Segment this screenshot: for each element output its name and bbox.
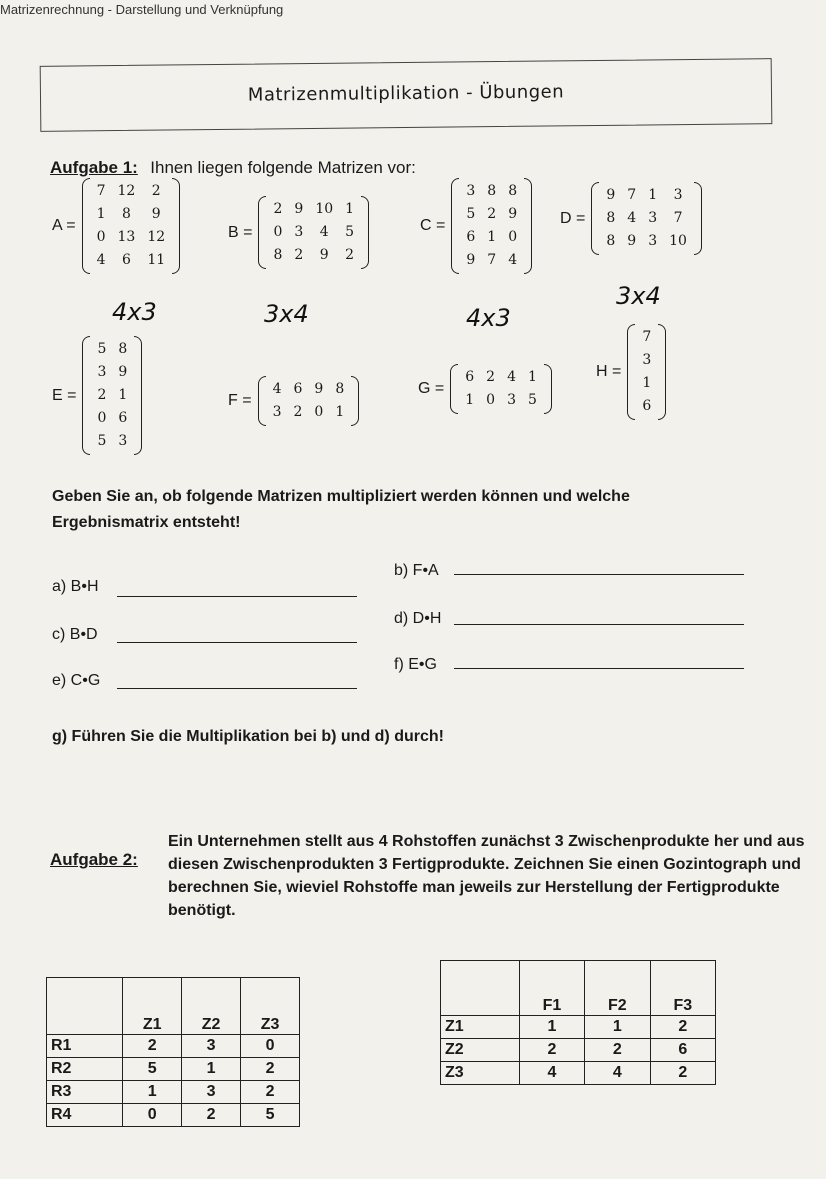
- matrix-cell: 1: [118, 387, 128, 403]
- matrix-cell: 0: [314, 404, 324, 420]
- matrix-cell: 9: [606, 187, 616, 203]
- matrix-cell: 2: [151, 183, 161, 199]
- matrix-cell: 3: [118, 433, 128, 449]
- matrix-cell: 9: [627, 233, 637, 249]
- matrix-h-name: H =: [596, 363, 622, 380]
- matrix-row: [636, 372, 657, 395]
- matrix-cell: 3: [648, 210, 658, 226]
- matrix-row: [267, 244, 360, 267]
- table-cell: 2: [182, 1104, 241, 1127]
- table-cell: 1: [519, 1016, 584, 1039]
- table-row: [441, 1016, 716, 1039]
- matrix-cell: 9: [508, 206, 518, 222]
- matrix-cell: 7: [96, 183, 106, 199]
- table-rohstoff-zwischenprodukt: [46, 977, 300, 1127]
- matrix-cell: 5: [97, 433, 107, 449]
- task2-text: Ein Unternehmen stellt aus 4 Rohstoffen zunächst 3 Zwischenprodukte her und aus diesen Zwischenprodukten 3 Fertigprodukte. Zeichnen Sie einen Gozintograph und berechnen Sie, wieviel Rohstoffe man jeweils zur Herstellung der Fertigprodukte benötigt.: [168, 833, 805, 919]
- matrix-h-table: [636, 326, 657, 418]
- matrix-a-table: [91, 180, 172, 272]
- matrix-cell: 9: [151, 206, 161, 222]
- table-cell: 5: [123, 1058, 182, 1081]
- table-zwischenprodukt-fertigprodukt: [440, 960, 716, 1085]
- question-c: c) B•D: [52, 626, 98, 643]
- matrix-h: [596, 324, 666, 420]
- table-row: [47, 1081, 300, 1104]
- table-cell: 1: [585, 1016, 650, 1039]
- question-f: f) E•G: [394, 656, 437, 673]
- question-b: b) F•A: [394, 562, 439, 579]
- matrix-row: [91, 180, 172, 203]
- matrix-cell: 7: [627, 187, 637, 203]
- matrix-row: [600, 207, 693, 230]
- page-title: Matrizenmultiplikation - Übungen: [247, 81, 565, 106]
- matrix-cell: 11: [147, 252, 166, 268]
- matrix-cell: 7: [487, 252, 497, 268]
- matrix-cell: 12: [117, 183, 136, 199]
- matrix-cell: 0: [273, 224, 283, 240]
- matrix-row: [460, 203, 523, 226]
- matrix-cell: 3: [294, 224, 304, 240]
- answer-line-e[interactable]: [117, 688, 357, 689]
- matrix-row: [91, 338, 133, 361]
- matrix-cell: 2: [486, 369, 496, 385]
- matrix-cell: 9: [319, 247, 329, 263]
- matrix-f-name: F =: [228, 392, 252, 409]
- table-corner-cell: [47, 978, 123, 1035]
- matrix-cell: 1: [465, 392, 475, 408]
- matrix-cell: 5: [97, 341, 107, 357]
- matrix-cell: 8: [508, 183, 518, 199]
- matrix-row: [600, 230, 693, 253]
- matrix-row: [636, 395, 657, 418]
- matrix-a: [52, 178, 180, 274]
- matrix-cell: 6: [642, 398, 652, 414]
- matrix-c: [420, 178, 532, 274]
- table-row-header: R2: [47, 1058, 123, 1081]
- question-e: e) C•G: [52, 672, 101, 689]
- matrix-row: [460, 226, 523, 249]
- question-g: g) Führen Sie die Multiplikation bei b) und d) durch!: [52, 728, 444, 745]
- matrix-c-name: C =: [420, 217, 446, 234]
- matrix-cell: 8: [606, 233, 616, 249]
- matrix-cell: 6: [466, 229, 476, 245]
- matrix-cell: 9: [118, 364, 128, 380]
- matrix-cell: 4: [507, 369, 516, 385]
- matrix-cell: 1: [642, 375, 652, 391]
- matrix-cell: 7: [642, 329, 652, 345]
- title-box: [40, 58, 773, 132]
- table-cell: 1: [182, 1058, 241, 1081]
- table-column-header: Z2: [182, 978, 241, 1035]
- matrix-d: [560, 182, 702, 255]
- matrix-a-name: A =: [52, 217, 76, 234]
- task1-intro: Ihnen liegen folgende Matrizen vor:: [150, 158, 416, 177]
- matrix-cell: 1: [648, 187, 658, 203]
- matrix-cell: 9: [314, 381, 324, 397]
- handwritten-note-a: 4x3: [112, 298, 157, 326]
- table-row-header: R3: [47, 1081, 123, 1104]
- table-cell: 2: [650, 1062, 715, 1085]
- table-cell: 2: [585, 1039, 650, 1062]
- matrix-f: [228, 376, 359, 426]
- matrix-cell: 1: [487, 229, 497, 245]
- matrix-cell: 2: [345, 247, 355, 263]
- matrix-cell: 8: [487, 183, 497, 199]
- matrix-cell: 3: [97, 364, 107, 380]
- matrix-e-table: [91, 338, 133, 453]
- matrix-cell: 3: [648, 233, 658, 249]
- matrix-row: [267, 401, 351, 424]
- matrix-cell: 1: [335, 404, 345, 420]
- matrix-cell: 8: [335, 381, 345, 397]
- matrix-cell: 3: [272, 404, 282, 420]
- task1-heading: [50, 158, 416, 178]
- matrix-row: [91, 361, 133, 384]
- matrix-row: [459, 366, 543, 389]
- table-cell: 6: [650, 1039, 715, 1062]
- matrix-cell: 2: [97, 387, 107, 403]
- table-row-header: Z1: [441, 1016, 520, 1039]
- matrix-row: [267, 378, 351, 401]
- matrix-b-table: [267, 198, 360, 267]
- matrix-cell: 12: [147, 229, 166, 245]
- matrix-cell: 0: [486, 392, 496, 408]
- matrix-cell: 4: [272, 381, 282, 397]
- table-cell: 2: [519, 1039, 584, 1062]
- matrix-cell: 3: [507, 392, 516, 408]
- matrix-e-name: E =: [52, 386, 77, 404]
- matrix-cell: 1: [96, 206, 106, 222]
- matrix-c-table: [460, 180, 523, 272]
- matrix-row: [91, 226, 172, 249]
- table-column-header: F3: [650, 961, 715, 1016]
- matrix-row: [636, 326, 657, 349]
- matrix-cell: 8: [121, 206, 131, 222]
- matrix-cell: 10: [669, 233, 687, 249]
- matrix-row: [267, 221, 360, 244]
- matrix-cell: 2: [487, 206, 497, 222]
- matrix-cell: 8: [606, 210, 616, 226]
- page-header: Matrizenrechnung - Darstellung und Verknüpfung: [0, 2, 284, 17]
- table-row-header: Z2: [441, 1039, 520, 1062]
- matrix-cell: 2: [293, 404, 303, 420]
- matrix-cell: 4: [96, 252, 106, 268]
- table-cell: 1: [123, 1081, 182, 1104]
- table-cell: 0: [241, 1035, 300, 1058]
- matrix-row: [460, 180, 523, 203]
- matrix-cell: 6: [293, 381, 303, 397]
- table-header-row: [47, 978, 300, 1035]
- matrix-cell: 7: [673, 210, 683, 226]
- table-header-row: [441, 961, 716, 1016]
- matrix-row: [91, 430, 133, 453]
- matrix-row: [91, 407, 133, 430]
- matrix-cell: 0: [508, 229, 518, 245]
- matrix-cell: 8: [118, 341, 128, 357]
- matrix-b-name: B =: [228, 223, 253, 241]
- matrix-cell: 6: [118, 410, 128, 426]
- table-cell: 0: [123, 1104, 182, 1127]
- handwritten-note-c: 4x3: [466, 304, 511, 332]
- matrix-row: [267, 198, 360, 221]
- matrix-cell: 5: [345, 224, 355, 240]
- answer-line-c[interactable]: [117, 642, 357, 643]
- matrix-cell: 4: [627, 210, 637, 226]
- task2-heading: [50, 850, 138, 870]
- table-column-header: Z1: [123, 978, 182, 1035]
- matrix-cell: 1: [528, 369, 537, 385]
- table-row: [47, 1058, 300, 1081]
- table-row-header: Z3: [441, 1062, 520, 1085]
- table-corner-cell: [441, 961, 520, 1016]
- table-row-header: R4: [47, 1104, 123, 1127]
- task1-label: Aufgabe 1:: [50, 158, 138, 177]
- matrix-cell: 5: [466, 206, 476, 222]
- table-cell: 3: [182, 1081, 241, 1104]
- table-cell: 2: [241, 1081, 300, 1104]
- matrix-g-table: [459, 366, 543, 412]
- matrix-cell: 4: [508, 252, 518, 268]
- matrix-b: [228, 196, 369, 269]
- matrix-cell: 3: [466, 183, 476, 199]
- matrix-row: [91, 203, 172, 226]
- answer-line-b[interactable]: [454, 574, 744, 575]
- matrix-cell: 3: [642, 352, 652, 368]
- matrix-cell: 1: [345, 201, 355, 217]
- matrix-row: [636, 349, 657, 372]
- matrix-cell: 13: [117, 229, 136, 245]
- matrix-cell: 4: [319, 224, 329, 240]
- matrix-g: [418, 364, 552, 414]
- table-cell: 2: [241, 1058, 300, 1081]
- table-row: [47, 1035, 300, 1058]
- answer-line-f[interactable]: [454, 668, 744, 669]
- matrix-row: [459, 389, 543, 412]
- table-cell: 3: [182, 1035, 241, 1058]
- matrix-g-name: G =: [418, 380, 445, 397]
- table-cell: 5: [241, 1104, 300, 1127]
- table-cell: 2: [123, 1035, 182, 1058]
- matrix-d-table: [600, 184, 693, 253]
- table-row: [441, 1039, 716, 1062]
- question-d: d) D•H: [394, 610, 442, 627]
- answer-line-a[interactable]: [117, 596, 357, 597]
- table-column-header: Z3: [241, 978, 300, 1035]
- matrix-cell: 0: [96, 229, 106, 245]
- table-cell: 4: [585, 1062, 650, 1085]
- task1-instruction: Geben Sie an, ob folgende Matrizen multipliziert werden können und welche Ergebnismatrix entsteht!: [52, 488, 630, 531]
- table-row-header: R1: [47, 1035, 123, 1058]
- matrix-cell: 0: [97, 410, 107, 426]
- matrix-row: [91, 249, 172, 272]
- answer-line-d[interactable]: [454, 624, 744, 625]
- matrix-cell: 2: [294, 247, 304, 263]
- table-column-header: F1: [519, 961, 584, 1016]
- table-row: [47, 1104, 300, 1127]
- matrix-cell: 5: [528, 392, 537, 408]
- table-cell: 4: [519, 1062, 584, 1085]
- matrix-f-table: [267, 378, 351, 424]
- matrix-cell: 6: [465, 369, 475, 385]
- handwritten-note-d: 3x4: [616, 282, 661, 310]
- matrix-d-name: D =: [560, 209, 586, 227]
- matrix-cell: 9: [466, 252, 476, 268]
- matrix-e: [52, 336, 142, 455]
- matrix-cell: 9: [294, 201, 304, 217]
- matrix-row: [91, 384, 133, 407]
- question-a: a) B•H: [52, 578, 99, 595]
- matrix-cell: 3: [673, 187, 683, 203]
- matrix-cell: 2: [273, 201, 283, 217]
- task2-label: Aufgabe 2:: [50, 850, 138, 869]
- matrix-row: [600, 184, 693, 207]
- table-column-header: F2: [585, 961, 650, 1016]
- matrix-cell: 6: [121, 252, 131, 268]
- handwritten-note-b: 3x4: [264, 300, 309, 328]
- matrix-row: [460, 249, 523, 272]
- matrix-cell: 10: [315, 201, 334, 217]
- table-row: [441, 1062, 716, 1085]
- table-cell: 2: [650, 1016, 715, 1039]
- matrix-cell: 8: [273, 247, 283, 263]
